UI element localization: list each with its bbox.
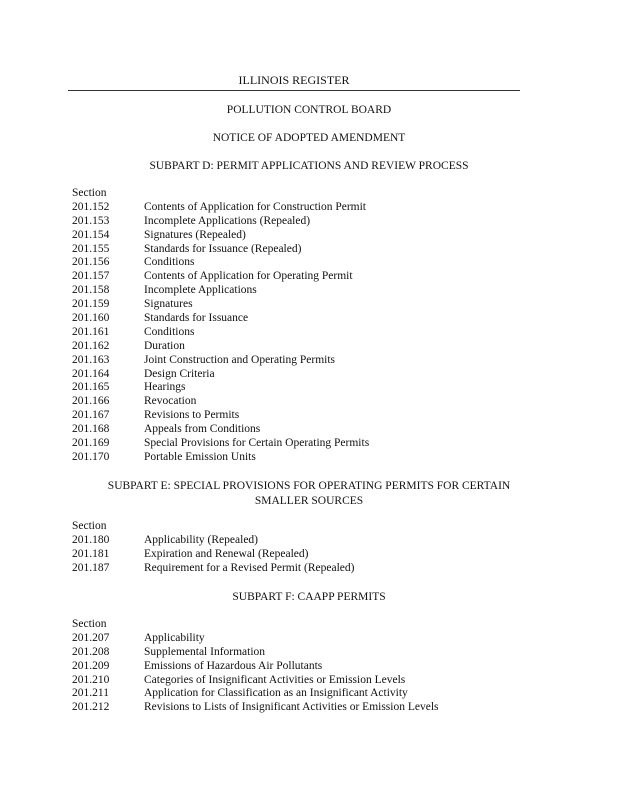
- list-item: [72, 632, 552, 646]
- section-title: Revisions to Permits: [144, 409, 240, 422]
- list-item: [72, 326, 552, 340]
- list-item: [72, 687, 552, 701]
- list-item: [72, 701, 552, 715]
- notice-title: NOTICE OF ADOPTED AMENDMENT: [212, 132, 406, 144]
- section-label: Section: [72, 187, 107, 199]
- section-title: Appeals from Conditions: [144, 423, 261, 436]
- section-number: 201.157: [72, 270, 110, 283]
- list-item: [72, 534, 552, 548]
- register-header: [68, 72, 520, 91]
- section-title: Requirement for a Revised Permit (Repealed): [144, 561, 355, 574]
- section-title: Design Criteria: [144, 367, 215, 380]
- section-title: Applicability: [144, 631, 205, 644]
- list-item: [72, 381, 552, 395]
- section-number: 201.156: [72, 256, 110, 269]
- section-title: Applicability (Repealed): [144, 533, 259, 546]
- list-item: [72, 660, 552, 674]
- section-number: 201.152: [72, 200, 110, 213]
- subpart-f-section-list: [72, 618, 552, 715]
- subpart-f-title: SUBPART F: CAAPP PERMITS: [232, 591, 386, 603]
- list-item: [72, 548, 552, 562]
- section-title: Conditions: [144, 325, 195, 338]
- section-title: Contents of Application for Construction Permit: [144, 200, 366, 213]
- section-number: 201.209: [72, 659, 110, 672]
- section-number: 201.164: [72, 367, 110, 380]
- list-item: [72, 229, 552, 243]
- list-item: [72, 215, 552, 229]
- list-item: [72, 437, 552, 451]
- list-item: [72, 451, 552, 465]
- section-number: 201.208: [72, 645, 110, 658]
- section-title: Categories of Insignificant Activities or Emission Levels: [144, 673, 406, 686]
- subpart-d-section-list: [72, 187, 552, 465]
- subpart-e-title: [0, 479, 618, 508]
- list-item: [72, 270, 552, 284]
- list-item: [72, 368, 552, 382]
- section-number: 201.212: [72, 701, 110, 714]
- section-number: 201.169: [72, 437, 110, 450]
- section-title: Joint Construction and Operating Permits: [144, 353, 336, 366]
- subpart-e-title-line1: SUBPART E: SPECIAL PROVISIONS FOR OPERATING PERMITS FOR CERTAIN: [107, 480, 511, 492]
- section-number: 201.207: [72, 631, 110, 644]
- section-number: 201.162: [72, 339, 110, 352]
- section-label: Section: [72, 618, 107, 630]
- list-item: [72, 243, 552, 257]
- section-title: Signatures (Repealed): [144, 228, 246, 241]
- subpart-d-title: SUBPART D: PERMIT APPLICATIONS AND REVIEW PROCESS: [149, 160, 469, 172]
- section-title: Portable Emission Units: [144, 450, 256, 463]
- list-item: [72, 562, 552, 576]
- list-item: [72, 256, 552, 270]
- list-item: [72, 423, 552, 437]
- section-title: Special Provisions for Certain Operating Permits: [144, 437, 370, 450]
- section-title: Duration: [144, 339, 185, 352]
- section-number: 201.165: [72, 381, 110, 394]
- section-number: 201.159: [72, 298, 110, 311]
- section-title: Revisions to Lists of Insignificant Activities or Emission Levels: [144, 701, 439, 714]
- section-number: 201.161: [72, 325, 110, 338]
- section-title: Conditions: [144, 256, 195, 269]
- section-number: 201.163: [72, 353, 110, 366]
- section-title: Standards for Issuance (Repealed): [144, 242, 302, 255]
- section-title: Standards for Issuance: [144, 312, 249, 325]
- section-number: 201.153: [72, 214, 110, 227]
- section-number: 201.187: [72, 561, 110, 574]
- list-item: [72, 674, 552, 688]
- section-title: Incomplete Applications: [144, 284, 257, 297]
- section-number: 201.210: [72, 673, 110, 686]
- list-item: [72, 284, 552, 298]
- list-item: [72, 312, 552, 326]
- list-item: [72, 201, 552, 215]
- subpart-e-section-list: [72, 520, 552, 576]
- list-item: [72, 395, 552, 409]
- section-title: Application for Classification as an Insignificant Activity: [144, 687, 408, 700]
- section-title: Contents of Application for Operating Permit: [144, 270, 353, 283]
- list-item: [72, 354, 552, 368]
- section-title: Signatures: [144, 298, 193, 311]
- section-title: Expiration and Renewal (Repealed): [144, 547, 309, 560]
- list-item: [72, 340, 552, 354]
- list-item: [72, 409, 552, 423]
- section-title: Hearings: [144, 381, 186, 394]
- section-number: 201.170: [72, 450, 110, 463]
- section-title: Incomplete Applications (Repealed): [144, 214, 311, 227]
- section-number: 201.155: [72, 242, 110, 255]
- section-number: 201.167: [72, 409, 110, 422]
- section-number: 201.158: [72, 284, 110, 297]
- section-number: 201.181: [72, 547, 110, 560]
- list-item: [72, 646, 552, 660]
- section-number: 201.166: [72, 395, 110, 408]
- list-item: [72, 298, 552, 312]
- section-label: Section: [72, 520, 107, 532]
- section-title: Supplemental Information: [144, 645, 266, 658]
- section-number: 201.160: [72, 312, 110, 325]
- board-name: POLLUTION CONTROL BOARD: [226, 104, 392, 116]
- subpart-e-title-line2: SMALLER SOURCES: [254, 494, 364, 507]
- section-title: Emissions of Hazardous Air Pollutants: [144, 659, 323, 672]
- section-number: 201.154: [72, 228, 110, 241]
- section-number: 201.168: [72, 423, 110, 436]
- section-number: 201.211: [72, 687, 109, 700]
- section-title: Revocation: [144, 395, 197, 408]
- section-number: 201.180: [72, 533, 110, 546]
- register-title: ILLINOIS REGISTER: [238, 73, 350, 87]
